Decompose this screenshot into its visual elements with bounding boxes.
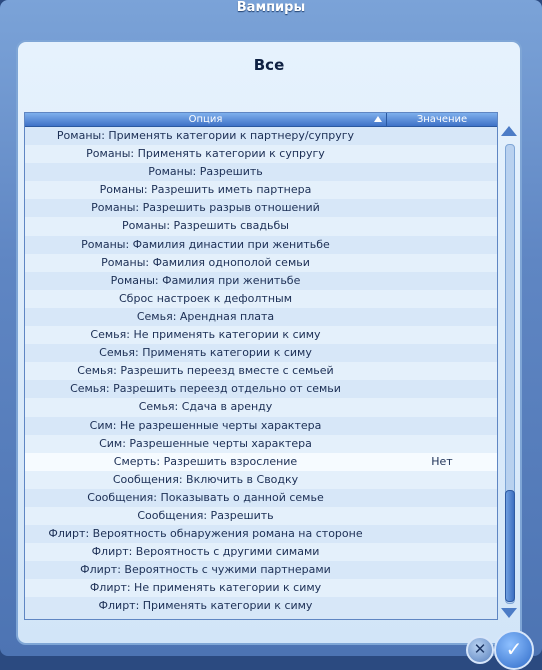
column-header-value-label: Значение xyxy=(416,114,468,125)
row-option-label: Сообщения: Разрешить xyxy=(137,508,274,522)
row-option-label: Романы: Разрешить разрыв отношений xyxy=(91,201,320,215)
options-table xyxy=(24,112,498,620)
row-option-label: Флирт: Вероятность с другими симами xyxy=(91,545,320,559)
row-option-label: Сообщения: Показывать о данной семье xyxy=(87,490,324,504)
row-option-label: Семья: Разрешить переезд вместе с семьей xyxy=(77,364,334,378)
check-icon: ✓ xyxy=(505,637,523,661)
table-row[interactable] xyxy=(25,471,497,489)
table-row[interactable] xyxy=(25,290,497,308)
table-row[interactable] xyxy=(25,525,497,543)
row-option-label: Семья: Не применять категории к симу xyxy=(90,328,321,342)
table-row[interactable] xyxy=(25,597,497,615)
table-scrollbar[interactable] xyxy=(500,124,518,620)
row-option-label: Флирт: Применять категории к симу xyxy=(98,599,313,613)
options-panel xyxy=(16,40,522,645)
table-row[interactable] xyxy=(25,380,497,398)
table-row[interactable] xyxy=(25,398,497,416)
column-header-option-label: Опция xyxy=(188,114,223,125)
table-row-hovered[interactable] xyxy=(25,453,497,471)
column-header-option[interactable] xyxy=(25,113,387,126)
table-row[interactable] xyxy=(25,362,497,380)
scroll-down-arrow-icon[interactable] xyxy=(501,608,517,618)
table-row[interactable] xyxy=(25,145,497,163)
column-header-value[interactable] xyxy=(387,113,497,126)
table-row[interactable] xyxy=(25,579,497,597)
table-row[interactable] xyxy=(25,272,497,290)
table-rows xyxy=(25,127,497,616)
row-option-label: Сим: Разрешенные черты характера xyxy=(99,436,312,450)
row-option-label: Сообщения: Включить в Сводку xyxy=(112,472,299,486)
table-row[interactable] xyxy=(25,543,497,561)
table-row[interactable] xyxy=(25,417,497,435)
row-option-label: Романы: Фамилия при женитьбе xyxy=(110,273,301,287)
row-value: Нет xyxy=(431,454,453,468)
table-row[interactable] xyxy=(25,326,497,344)
table-row[interactable] xyxy=(25,308,497,326)
row-option-label: Романы: Применять категории к партнеру/супругу xyxy=(56,129,355,142)
table-row[interactable] xyxy=(25,435,497,453)
panel-title: Все xyxy=(253,56,285,74)
table-row[interactable] xyxy=(25,127,497,145)
sort-ascending-icon[interactable] xyxy=(374,116,382,122)
row-option-label: Флирт: Вероятность обнаружения романа на стороне xyxy=(48,527,363,541)
table-row[interactable] xyxy=(25,236,497,254)
table-row[interactable] xyxy=(25,254,497,272)
row-option-label: Флирт: Не применять категории к симу xyxy=(89,581,322,595)
table-row[interactable] xyxy=(25,181,497,199)
table-row[interactable] xyxy=(25,199,497,217)
row-option-label: Семья: Применять категории к симу xyxy=(99,346,312,360)
row-option-label: Романы: Применять категории к супругу xyxy=(86,147,325,161)
row-option-label: Романы: Разрешить xyxy=(148,165,263,179)
window-title: Вампиры xyxy=(236,0,306,15)
row-option-label: Романы: Разрешить свадьбы xyxy=(122,219,289,233)
row-option-label: Смерть: Разрешить взросление xyxy=(113,454,298,468)
ok-button[interactable] xyxy=(494,630,534,670)
table-row[interactable] xyxy=(25,507,497,525)
row-option-label: Семья: Арендная плата xyxy=(136,309,275,323)
row-option-label: Романы: Фамилия однополой семьи xyxy=(101,255,310,269)
scroll-up-arrow-icon[interactable] xyxy=(501,126,517,136)
row-option-label: Семья: Разрешить переезд отдельно от семьи xyxy=(70,382,341,396)
cancel-button[interactable] xyxy=(466,636,494,664)
close-icon: ✕ xyxy=(473,640,487,658)
row-option-label: Романы: Фамилия династии при женитьбе xyxy=(81,237,330,251)
table-row[interactable] xyxy=(25,163,497,181)
table-row[interactable] xyxy=(25,344,497,362)
table-row[interactable] xyxy=(25,489,497,507)
row-option-label: Флирт: Вероятность с чужими партнерами xyxy=(80,563,331,577)
row-option-label: Семья: Сдача в аренду xyxy=(138,400,273,414)
table-header xyxy=(25,113,497,127)
scroll-thumb[interactable] xyxy=(505,490,515,602)
table-row[interactable] xyxy=(25,561,497,579)
table-row[interactable] xyxy=(25,217,497,235)
row-option-label: Сим: Не разрешенные черты характера xyxy=(89,418,322,432)
row-option-label: Романы: Разрешить иметь партнера xyxy=(99,183,312,197)
row-option-label: Сброс настроек к дефолтным xyxy=(119,291,292,305)
